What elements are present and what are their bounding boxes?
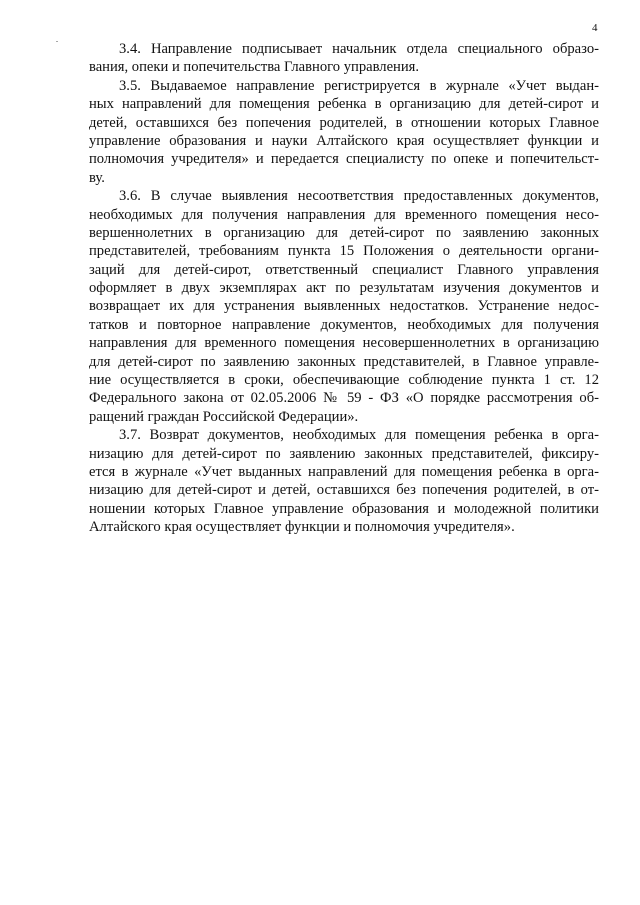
paragraph-line: Федерального закона от 02.05.2006 № 59 - ФЗ «О порядке рассмотрения об- [89,390,599,407]
paragraph-line: для детей-сирот по заявлению законных представителей, в Главное управле- [89,353,599,370]
paragraph-line: вания, опеки и попечительства Главного управления. [89,59,420,76]
paragraph-line: детей, оставшихся без попечения родителей, в отношении которых Главное [89,114,599,131]
paragraph-line: 3.6. В случае выявления несоответствия предоставленных документов, [119,188,599,205]
paragraph-line: полномочия учредителя» и передается специалисту по опеке и попечительст- [89,151,599,168]
paragraph-line: оформляет в двух экземплярах акт по результатам изучения документов и [89,280,599,297]
paragraph-line: управление образования и науки Алтайского края осуществляет функции и [89,132,599,149]
page-number: 4 [592,22,598,34]
paragraph-line: татков и повторное направление документов, необходимых для получения [89,316,599,333]
paragraph-line: ву. [89,169,105,186]
paragraph-3-6 [89,187,599,426]
margin-dot: . [56,35,58,44]
paragraph-line: 3.5. Выдаваемое направление регистрируется в журнале «Учет выдан- [119,77,599,94]
paragraph-line: ношении которых Главное управление образования и молодежной политики [89,500,599,517]
paragraph-line: заций для детей-сирот, ответственный специалист Главного управления [89,261,599,278]
paragraph-line: возвращает их для устранения выявленных недостатков. Устранение недос- [89,298,599,315]
paragraph-line: необходимых для получения направления для временного помещения несо- [89,206,599,223]
paragraph-line: вершеннолетних в организацию для детей-сирот по заявлению законных [89,224,599,241]
paragraph-line: ется в журнале «Учет выданных направлений для помещения ребенка в орга- [89,463,599,480]
paragraph-line: Алтайского края осуществляет функции и полномочия учредителя». [89,519,515,536]
paragraph-3-7 [89,426,599,536]
paragraph-line: ращений граждан Российской Федерации». [89,408,359,425]
paragraph-line: представителей, требованиям пункта 15 Положения о деятельности органи- [89,243,599,260]
paragraph-3-4 [89,40,599,77]
document-body [89,40,599,537]
paragraph-line: ных направлений для помещения ребенка в организацию для детей-сирот и [89,96,599,113]
paragraph-line: низацию для детей-сирот по заявлению законных представителей, фиксиру- [89,445,599,462]
paragraph-line: ние осуществляется в сроки, обеспечивающие соблюдение пункта 1 ст. 12 [89,372,599,389]
paragraph-line: 3.7. Возврат документов, необходимых для помещения ребенка в орга- [119,427,599,444]
paragraph-3-5 [89,77,599,187]
paragraph-line: направления для временного помещения несовершеннолетних в организацию [89,335,599,352]
paragraph-line: низацию для детей-сирот и детей, оставшихся без попечения родителей, в от- [89,482,599,499]
paragraph-line: 3.4. Направление подписывает начальник отдела специального образо- [119,41,599,57]
